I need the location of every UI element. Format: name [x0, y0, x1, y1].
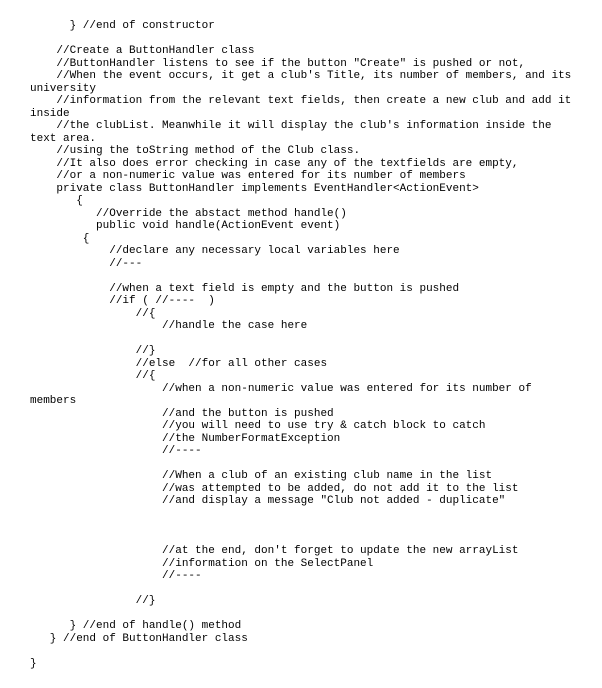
code-line: //When the event occurs, it get a club's Title, its number of members, and its	[30, 70, 572, 82]
code-line	[30, 533, 590, 546]
code-line: } //end of ButtonHandler class	[30, 632, 248, 645]
code-line: //when a non-numeric value was entered for its number of	[30, 382, 532, 395]
code-line: //----	[30, 445, 202, 457]
code-line	[30, 33, 590, 46]
code-line: members	[30, 395, 77, 407]
code-line: //you will need to use try & catch block to catch	[30, 420, 486, 432]
code-line: }	[30, 657, 37, 670]
code-line: private class ButtonHandler implements EventHandler<ActionEvent>	[30, 182, 479, 195]
code-line	[30, 645, 590, 658]
code-line: public void handle(ActionEvent event)	[30, 220, 341, 232]
code-line: //}	[30, 595, 156, 607]
code-line: //and the button is pushed	[30, 407, 334, 420]
code-line: inside	[30, 107, 70, 120]
code-line: //information on the SelectPanel	[30, 557, 374, 570]
code-line: {	[30, 195, 83, 207]
code-line: //When a club of an existing club name in the list	[30, 470, 493, 482]
code-line: //else //for all other cases	[30, 357, 328, 370]
code-line: //or a non-numeric value was entered for its number of members	[30, 170, 466, 182]
code-line: //declare any necessary local variables here	[30, 245, 400, 257]
code-document	[30, 20, 590, 670]
code-line	[30, 508, 590, 521]
code-line: //when a text field is empty and the button is pushed	[30, 282, 460, 295]
code-line: //Create a ButtonHandler class	[30, 45, 255, 57]
code-line: {	[30, 232, 90, 245]
code-line: //Override the abstact method handle()	[30, 207, 347, 220]
code-line: //and display a message "Club not added - duplicate"	[30, 495, 506, 507]
code-line	[30, 608, 590, 621]
code-line: //----	[30, 570, 202, 582]
code-line: //information from the relevant text fields, then create a new club and add it	[30, 95, 572, 107]
code-line: //It also does error checking in case any of the textfields are empty,	[30, 157, 519, 170]
code-line: //---	[30, 257, 143, 270]
code-line: //}	[30, 345, 156, 357]
code-line	[30, 270, 590, 283]
code-line: //the clubList. Meanwhile it will display the club's information inside the	[30, 120, 552, 132]
code-line	[30, 520, 590, 533]
code-line: //{	[30, 370, 156, 382]
code-line: //ButtonHandler listens to see if the button "Create" is pushed or not,	[30, 57, 526, 70]
code-line: //handle the case here	[30, 320, 308, 332]
code-line	[30, 333, 590, 346]
code-line: } //end of constructor	[30, 20, 215, 32]
code-line: } //end of handle() method	[30, 620, 242, 632]
code-line	[30, 583, 590, 596]
code-line: //at the end, don't forget to update the new arrayList	[30, 545, 519, 557]
code-line: //{	[30, 307, 156, 320]
code-line: university	[30, 82, 97, 95]
code-line: //using the toString method of the Club class.	[30, 145, 361, 157]
code-line: //the NumberFormatException	[30, 432, 341, 445]
code-line: //if ( //---- )	[30, 295, 215, 307]
code-line	[30, 458, 590, 471]
code-line: text area.	[30, 132, 97, 145]
code-line: //was attempted to be added, do not add it to the list	[30, 482, 519, 495]
